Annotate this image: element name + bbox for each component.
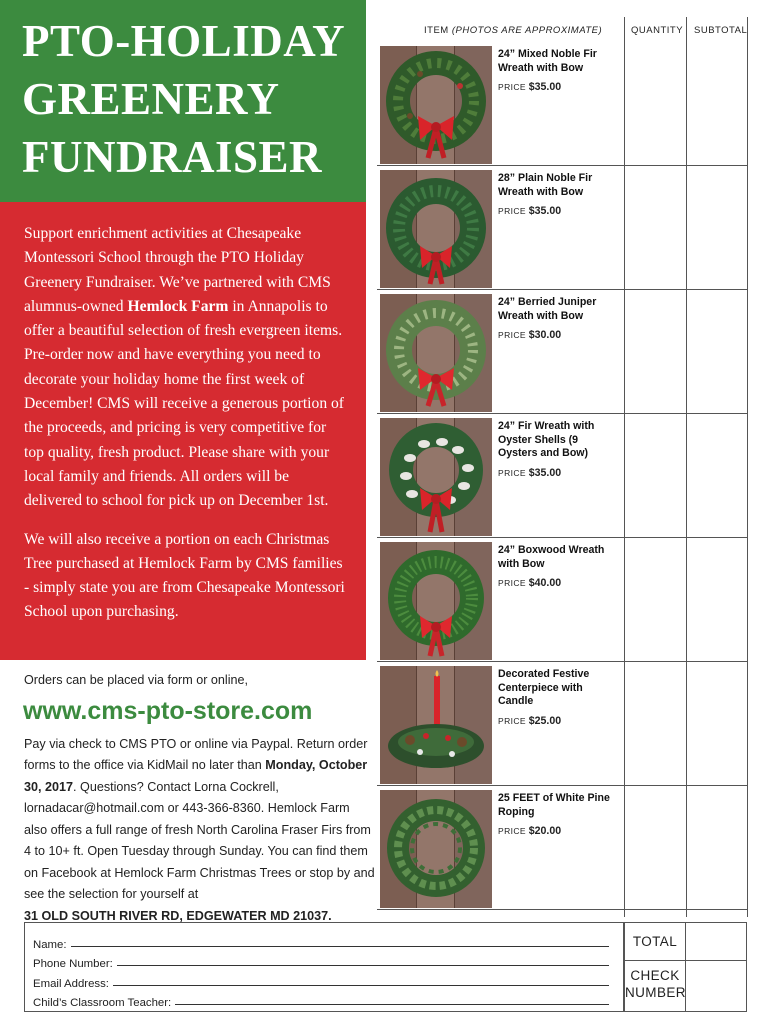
farm-address: 31 OLD SOUTH RIVER RD, EDGEWATER MD 21037. <box>24 908 332 923</box>
title-line-3: FUNDRAISER <box>22 132 323 182</box>
item-name: Decorated Festive Centerpiece with Candle <box>498 668 590 707</box>
order-deadline: Monday, October 30, 2017 <box>24 758 368 794</box>
check-label-line-1: CHECK <box>630 968 680 983</box>
item-row-plain-noble-fir <box>377 166 747 290</box>
centerpiece-icon <box>380 666 492 784</box>
check-label-line-2: NUMBER <box>625 985 686 1000</box>
totals-labels <box>624 922 686 1012</box>
item-row-oyster-shell <box>377 414 747 538</box>
item-name: 24” Mixed Noble Fir Wreath with Bow <box>498 48 597 74</box>
teacher-field[interactable] <box>33 990 623 1010</box>
orders-body-b: . Questions? Contact Lorna Cockrell, lornadacar@hotmail.com or 443-366-8360. Hemlock Farm also offers a full range of fresh North Carolina Fraser Firs from 4 to 10+ ft. Open Tuesday through Sunday. You can find them on Facebook at Hemlock Farm Christmas Trees or stop by and see the selection for yourself at <box>24 779 375 901</box>
mixed-noble-fir-wreath-icon <box>380 46 492 164</box>
email-label: Email Address: <box>33 977 109 990</box>
item-price: PRICE $40.00 <box>498 577 562 589</box>
item-column-header: ITEM (PHOTOS ARE APPROXIMATE) <box>424 25 603 36</box>
item-name: 25 FEET of White Pine Roping <box>498 792 610 818</box>
item-name: 24” Berried Juniper Wreath with Bow <box>498 296 597 322</box>
quantity-column-header: QUANTITY <box>631 25 684 36</box>
totals-entry-cells[interactable] <box>686 922 747 1012</box>
orders-info <box>24 670 376 927</box>
item-name: 28” Plain Noble Fir Wreath with Bow <box>498 172 593 198</box>
order-form <box>24 922 624 1012</box>
phone-field[interactable] <box>33 951 623 971</box>
title-panel <box>0 0 366 202</box>
item-row-pine-roping <box>377 786 747 910</box>
orders-body-a: Pay via check to CMS PTO or online via Paypal. Return order forms to the office via KidMail no later than <box>24 736 368 772</box>
hemlock-farm-name: Hemlock Farm <box>127 297 229 315</box>
name-field[interactable] <box>33 931 623 951</box>
item-price: PRICE $30.00 <box>498 329 562 341</box>
store-website-link[interactable]: www.cms-pto-store.com <box>23 696 313 725</box>
name-label: Name: <box>33 938 67 951</box>
total-label: TOTAL <box>632 934 678 949</box>
title-line-2: GREENERY <box>22 74 280 124</box>
berried-juniper-wreath-icon <box>380 294 492 412</box>
intro-paragraph-1: Support enrichment activities at Chesapeake Montessori School through the PTO Holiday Greenery Fundraiser. We’ve partnered with CMS alumnus-owned Hemlock Farm in Annapolis to offer a beautiful selection of fresh evergreen items. Pre-order now and have everything you need to decorate your holiday home the first week of December! CMS will receive a generous portion of the proceeds, and pricing is very competitive for top quality, fresh product. Please share with your local family and friends. All orders will be delivered to school for pick up on December 1st. <box>24 225 344 510</box>
intro-panel <box>0 202 366 660</box>
email-field[interactable] <box>33 970 623 990</box>
item-price: PRICE $35.00 <box>498 466 562 479</box>
subtotal-column-header: SUBTOTAL <box>694 25 748 36</box>
intro-paragraph-2: We will also receive a portion on each Christmas Tree purchased at Hemlock Farm by CMS families - simply state you are from Chesapeake Montessori School upon purchasing. <box>24 530 345 621</box>
item-name: 24” Boxwood Wreath with Bow <box>498 544 605 570</box>
item-row-berried-juniper <box>377 290 747 414</box>
item-name: 24” Fir Wreath with Oyster Shells (9 Oysters and Bow) <box>498 420 595 459</box>
table-right-rule <box>747 17 748 917</box>
item-price: PRICE $20.00 <box>498 825 562 837</box>
item-row-boxwood <box>377 538 747 662</box>
item-row-centerpiece <box>377 662 747 786</box>
item-price: PRICE $35.00 <box>498 205 562 217</box>
pine-roping-icon <box>380 790 492 908</box>
plain-noble-fir-wreath-icon <box>380 170 492 288</box>
phone-label: Phone Number: <box>33 958 113 970</box>
boxwood-wreath-icon <box>380 542 492 660</box>
title-line-1: PTO-HOLIDAY <box>22 16 346 66</box>
orders-lead: Orders can be placed via form or online, <box>24 673 249 687</box>
item-row-mixed-noble-fir <box>377 42 747 166</box>
teacher-label: Child’s Classroom Teacher: <box>33 997 172 1009</box>
item-price: PRICE $25.00 <box>498 714 562 727</box>
oyster-shell-wreath-icon <box>380 418 492 536</box>
item-price: PRICE $35.00 <box>498 81 562 93</box>
